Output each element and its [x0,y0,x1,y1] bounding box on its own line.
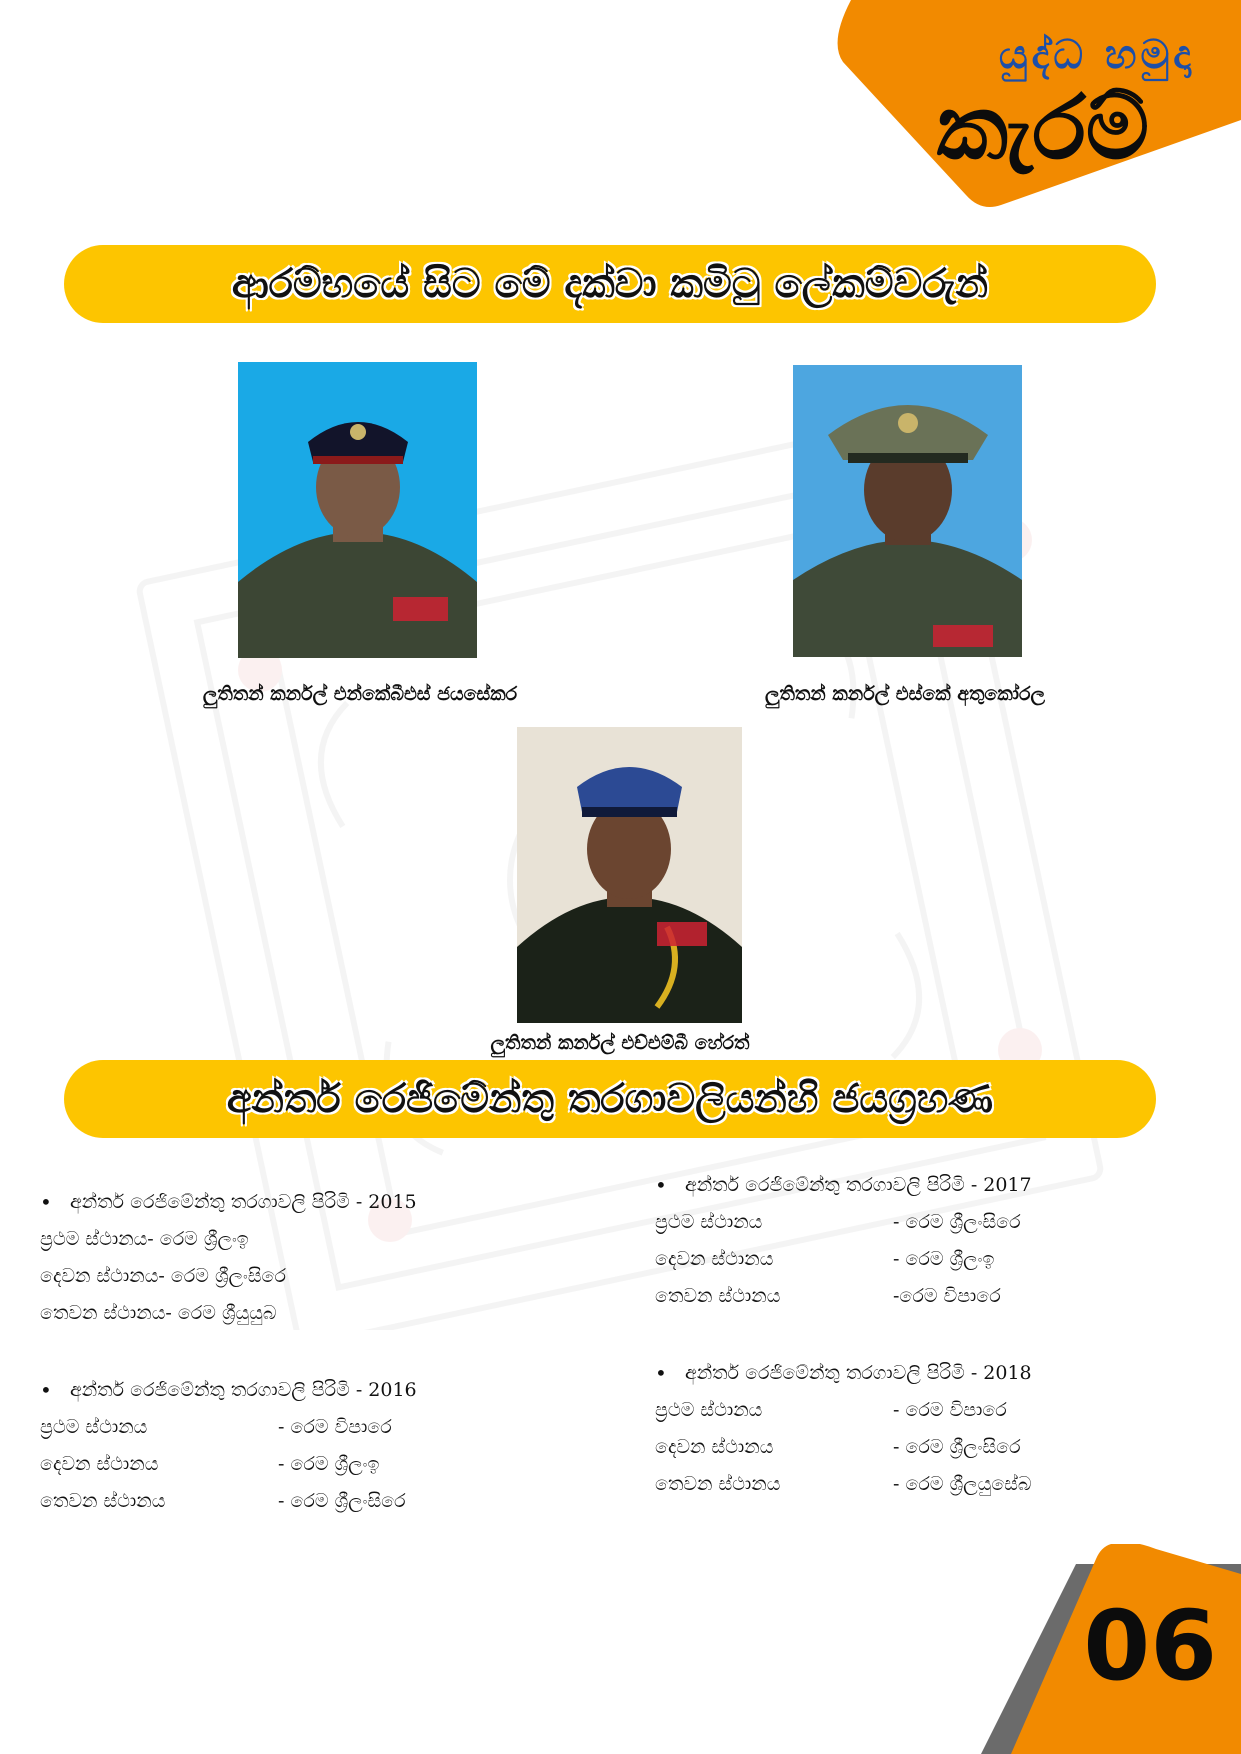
place-label: ප්‍රථම ස්ථානය [655,1210,763,1233]
place-label: ප්‍රථම ස්ථානය [40,1227,148,1250]
result-row [655,1391,1215,1428]
result-row [655,1240,1215,1277]
bullet-icon: • [40,1377,52,1402]
place-label: තෙවන ස්ථානය [40,1489,166,1512]
result-row [40,1294,600,1331]
place-label: තෙවන ස්ථානය [655,1472,781,1495]
place-label: තෙවන ස්ථානය [655,1284,781,1307]
place-label: තෙවන ස්ථානය [40,1301,166,1324]
section-title: අන්තර් රෙජිමේන්තු තරගාවලියන්හි ජයග්‍රහණ [226,1076,994,1122]
place-value: - රෙම ශ්‍රීලංසිරෙ [893,1435,1021,1458]
place-label: දෙවන ස්ථානය [40,1452,159,1475]
result-row [655,1465,1215,1502]
bullet-icon: • [655,1172,667,1197]
section-banner-inter-regimental-wins [64,1060,1156,1138]
place-label: දෙවන ස්ථානය [40,1264,159,1287]
place-value: - රෙම ශ්‍රීයුයුබ [165,1301,277,1324]
place-value: - රෙම ශ්‍රීලංඉ [893,1247,995,1270]
place-label: ප්‍රථම ස්ථානය [40,1415,148,1438]
page-number: 06 [1083,1590,1217,1702]
bullet-icon: • [40,1189,52,1214]
officer-name-1: ලුතිතන් කර්නල් එන්කේබීඑස් ජයසේකර [202,683,518,705]
results-2015 [40,1183,600,1331]
results-heading: • අන්තර් රෙජිමේන්තු තරගාවලි පිරිමි - 2018 [655,1360,1032,1385]
result-row [40,1482,600,1519]
result-row [655,1277,1215,1314]
result-row [655,1203,1215,1240]
officer-portrait-2 [793,365,1022,657]
results-heading: • අන්තර් රෙජිමේන්තු තරගාවලි පිරිමි - 2016 [40,1377,417,1402]
bullet-icon: • [655,1360,667,1385]
officer-portrait-1 [238,362,477,658]
officer-name-3: ලුතිතන් කර්නල් එච්එම්බී හේරත් [490,1032,750,1054]
place-value: - රෙම ශ්‍රීලංඉ [147,1227,249,1250]
place-value: - රෙම ශ්‍රීලයුසේබ [893,1472,1032,1495]
results-2017 [655,1166,1215,1314]
place-label: දෙවන ස්ථානය [655,1435,774,1458]
officer-portrait-3 [517,727,742,1023]
result-row [40,1257,600,1294]
result-row [40,1408,600,1445]
officer-name-2: ලුතිතන් කර්නල් එස්කේ අතුකෝරල [764,683,1046,705]
place-label: දෙවන ස්ථානය [655,1247,774,1270]
place-value: - රෙම ශ්‍රීලංසිරෙ [278,1489,406,1512]
place-label: ප්‍රථම ස්ථානය [655,1398,763,1421]
place-value: - රෙම ශ්‍රීලංඉ [278,1452,380,1475]
results-heading: • අන්තර් රෙජිමේන්තු තරගාවලි පිරිමි - 2015 [40,1189,417,1214]
section-banner-committee-secretaries [64,245,1156,323]
place-value: -රෙම විපාරෙ [893,1284,1001,1307]
place-value: - රෙම ශ්‍රීලංසිරෙ [893,1210,1021,1233]
result-row [655,1428,1215,1465]
results-2016 [40,1371,600,1519]
section-title: ආරම්භයේ සිට මේ දක්වා කමිටු ලේකම්වරුන් [231,261,989,307]
brand-title: කැරම් [936,76,1149,179]
results-heading: • අන්තර් රෙජිමේන්තු තරගාවලි පිරිමි - 2017 [655,1172,1032,1197]
result-row [40,1445,600,1482]
result-row [40,1220,600,1257]
place-value: - රෙම විපාරෙ [278,1415,392,1438]
place-value: - රෙම ශ්‍රීලංසිරෙ [158,1264,286,1287]
results-2018 [655,1354,1215,1502]
brand-subtitle: යුද්ධ හමුදා [998,32,1195,78]
place-value: - රෙම විපාරෙ [893,1398,1007,1421]
